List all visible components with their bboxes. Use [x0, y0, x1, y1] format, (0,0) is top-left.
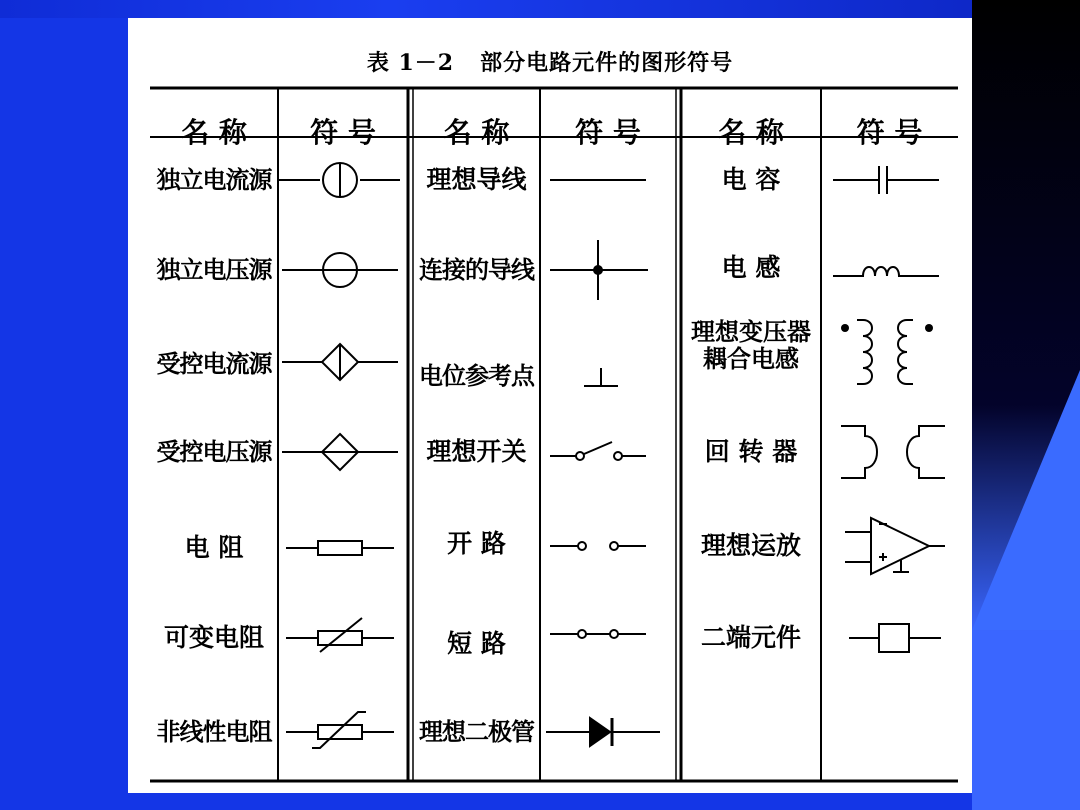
name-ideal-transformer: 理想变压器 [691, 317, 811, 346]
name-independent-voltage-source: 独立电压源 [156, 255, 272, 284]
header-name-3: 名 称 [718, 116, 784, 149]
name-independent-current-source: 独立电流源 [156, 165, 272, 194]
independent-current-source-icon [278, 160, 408, 200]
variable-resistor-icon [278, 614, 408, 658]
connected-wires-icon [540, 238, 676, 302]
name-gyrator: 回 转 器 [704, 437, 798, 466]
name-transformer [681, 318, 821, 378]
transformer-icon [821, 316, 958, 396]
name-ideal-diode: 理想二极管 [419, 717, 534, 746]
name-ground-reference: 电位参考点 [419, 361, 534, 390]
name-capacitor: 电 容 [721, 165, 781, 194]
open-circuit-icon [540, 524, 676, 564]
nonlinear-resistor-icon [278, 706, 408, 754]
table-caption: 部分电路元件的图形符号 [480, 50, 734, 76]
header-name-2: 名 称 [443, 116, 510, 149]
background-wedge [972, 370, 1080, 630]
capacitor-icon [821, 160, 958, 200]
symbol-table-card [128, 18, 972, 793]
header-name-1: 名 称 [181, 116, 247, 149]
name-variable-resistor: 可变电阻 [163, 623, 264, 652]
name-controlled-voltage-source: 受控电压源 [156, 437, 272, 466]
two-terminal-element-icon [821, 616, 958, 660]
short-circuit-icon [540, 614, 676, 654]
header-symbol-3: 符 号 [856, 116, 923, 149]
header-symbol-2: 符 号 [575, 116, 641, 149]
op-amp-icon [821, 512, 958, 582]
name-connected-wires: 连接的导线 [419, 255, 534, 284]
resistor-icon [278, 528, 408, 568]
controlled-current-source-icon [278, 340, 408, 384]
header-symbol-1: 符 号 [310, 116, 376, 149]
name-op-amp: 理想运放 [700, 531, 801, 560]
name-ideal-switch: 理想开关 [426, 437, 527, 466]
name-resistor: 电 阻 [184, 533, 244, 562]
ideal-switch-icon [540, 432, 676, 472]
independent-voltage-source-icon [278, 250, 408, 290]
inductor-icon [821, 250, 958, 290]
table-number: 表 1－2 [366, 50, 455, 76]
name-controlled-current-source: 受控电流源 [156, 349, 272, 378]
ideal-wire-icon [540, 160, 676, 200]
name-inductor: 电 感 [721, 253, 781, 282]
background-top-band [0, 0, 972, 18]
ground-reference-icon [540, 354, 676, 394]
name-two-terminal-element: 二端元件 [700, 623, 801, 652]
name-ideal-wire: 理想导线 [426, 165, 527, 194]
ideal-diode-icon [540, 710, 676, 754]
name-short-circuit: 短 路 [447, 629, 506, 658]
name-coupled-inductor: 耦合电感 [703, 344, 799, 373]
gyrator-icon [821, 420, 958, 484]
name-nonlinear-resistor: 非线性电阻 [156, 717, 272, 746]
controlled-voltage-source-icon [278, 430, 408, 474]
name-open-circuit: 开 路 [447, 529, 506, 558]
